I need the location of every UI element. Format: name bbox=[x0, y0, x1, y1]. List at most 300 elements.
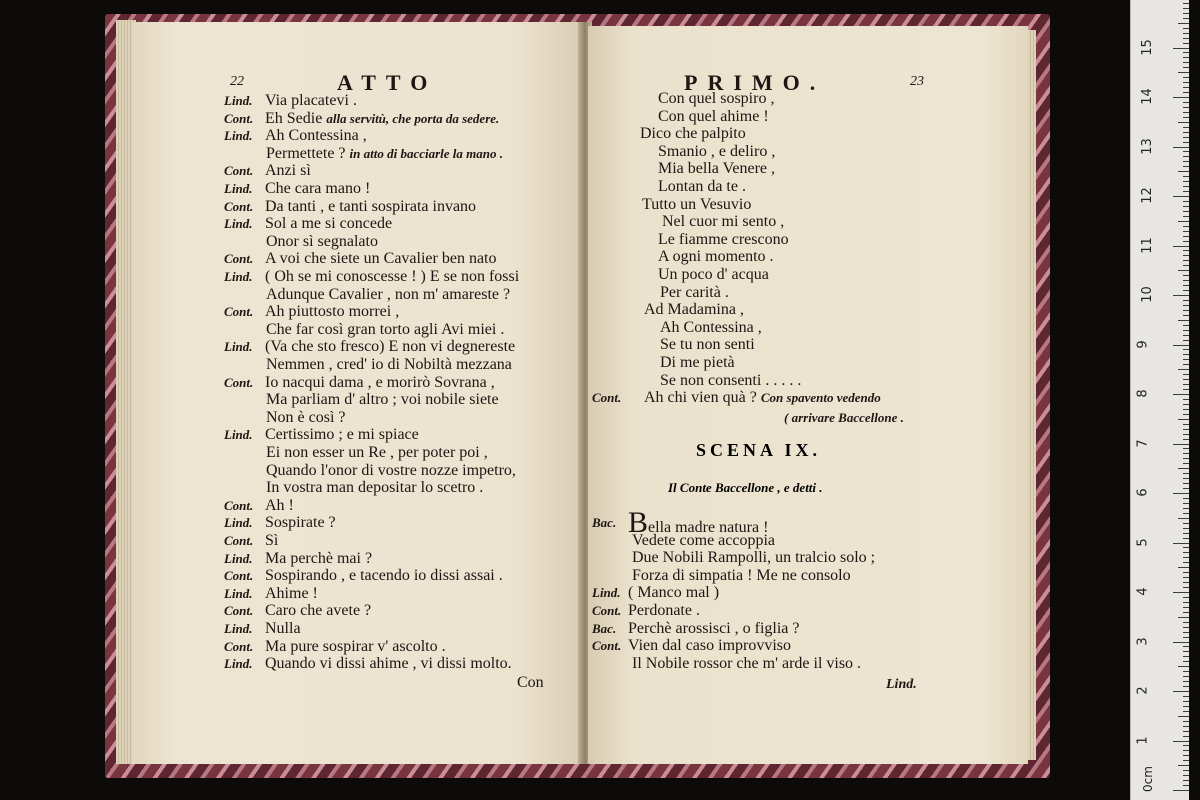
ruler-number: 4 bbox=[1135, 587, 1151, 596]
verse-line bbox=[266, 409, 346, 427]
ruler-tick bbox=[1183, 651, 1189, 652]
speaker-label: Cont. bbox=[224, 198, 254, 214]
line-text: ella madre natura ! bbox=[648, 519, 769, 536]
verse-line bbox=[632, 532, 775, 550]
speaker-label: Lind. bbox=[224, 621, 253, 636]
verse-line bbox=[265, 602, 371, 620]
line-text: Io nacqui dama , e morirò Sovrana , bbox=[265, 373, 495, 391]
ruler-tick bbox=[1183, 552, 1189, 553]
ruler-tick bbox=[1183, 280, 1189, 281]
verse-line bbox=[628, 637, 791, 655]
ruler-tick bbox=[1183, 77, 1189, 78]
line-text: Nel cuor mi sento , bbox=[662, 213, 785, 231]
speaker-label: Lind. bbox=[224, 427, 253, 443]
line-text: Perchè arossisci , o figlia ? bbox=[628, 619, 800, 637]
line-text: Con quel sospiro , bbox=[658, 90, 775, 107]
ruler-tick bbox=[1183, 399, 1189, 400]
ruler-tick bbox=[1183, 13, 1189, 14]
line-text: Sospirando , e tacendo io dissi assai . bbox=[265, 567, 503, 585]
line-text: A voi che siete un Cavalier ben nato bbox=[265, 250, 497, 268]
ruler-tick bbox=[1178, 171, 1189, 172]
verse-line bbox=[266, 145, 503, 163]
speaker-label: Lind. bbox=[224, 515, 253, 531]
ruler-tick bbox=[1183, 750, 1189, 751]
line-text: Da tanti , e tanti sospirata invano bbox=[265, 197, 477, 215]
verse-line bbox=[265, 162, 311, 180]
line-text: Ma perchè mai ? bbox=[265, 549, 373, 567]
speaker-label: Cont. bbox=[592, 638, 622, 654]
speaker-label: Lind. bbox=[224, 550, 253, 566]
running-head-right: PRIMO. bbox=[684, 70, 826, 95]
ruler-tick bbox=[1173, 691, 1189, 692]
ruler-tick bbox=[1183, 389, 1189, 390]
line-text: Certissimo ; e mi spiace bbox=[265, 426, 419, 444]
ruler-number: 2 bbox=[1135, 686, 1151, 695]
right-page bbox=[588, 26, 1028, 764]
verse-line bbox=[265, 638, 446, 656]
line-text: Forza di simpatia ! Me ne consolo bbox=[632, 566, 851, 584]
speaker-label: Lind. bbox=[224, 216, 253, 232]
line-text: Tutto un Vesuvio bbox=[642, 195, 752, 213]
verse-line bbox=[266, 444, 488, 462]
ruler-number: 13 bbox=[1139, 137, 1155, 155]
line-text: Non è così ? bbox=[266, 408, 346, 426]
ruler-tick bbox=[1178, 666, 1189, 667]
catchword-left: Con bbox=[517, 674, 544, 691]
verse-line bbox=[644, 301, 744, 319]
ruler-tick bbox=[1183, 156, 1189, 157]
verse-line bbox=[265, 127, 367, 145]
ruler-tick bbox=[1183, 374, 1189, 375]
line-text: Caro che avete ? bbox=[265, 602, 372, 620]
ruler-number: 12 bbox=[1139, 187, 1155, 204]
page-number-right: 23 bbox=[910, 74, 924, 89]
ruler-tick bbox=[1183, 409, 1189, 410]
ruler-tick bbox=[1173, 543, 1189, 544]
line-text: Se non consenti . . . . . bbox=[660, 371, 802, 389]
line-text: Le fiamme crescono bbox=[658, 230, 789, 248]
ruler-tick bbox=[1183, 325, 1189, 326]
ruler-tick bbox=[1183, 434, 1189, 435]
ruler-tick bbox=[1183, 706, 1189, 707]
verse-line bbox=[266, 233, 378, 251]
left-page bbox=[132, 22, 582, 764]
speaker-label: Lind. bbox=[224, 585, 253, 601]
ruler-tick bbox=[1178, 617, 1189, 618]
ruler-tick bbox=[1183, 533, 1189, 534]
ruler-tick bbox=[1183, 785, 1189, 786]
ruler-tick bbox=[1183, 260, 1189, 261]
verse-line bbox=[660, 284, 729, 302]
line-text: Che cara mano ! bbox=[265, 180, 371, 197]
verse-line bbox=[628, 620, 800, 638]
line-text: ( Manco mal ) bbox=[628, 584, 720, 602]
verse-line bbox=[265, 550, 372, 568]
line-text: Se tu non senti bbox=[660, 336, 755, 354]
verse-line bbox=[266, 479, 483, 497]
verse-line bbox=[632, 655, 861, 673]
ruler-tick bbox=[1183, 523, 1189, 524]
speaker-label: Cont. bbox=[224, 638, 254, 654]
speaker-label: Lind. bbox=[592, 585, 621, 601]
ruler-tick bbox=[1183, 439, 1189, 440]
ruler-tick bbox=[1173, 493, 1189, 494]
line-text: Di me pietà bbox=[660, 354, 735, 371]
scene-title: SCENA IX. bbox=[696, 440, 822, 460]
ruler-tick bbox=[1178, 270, 1189, 271]
stage-direction: alla servitù, che porta da sedere. bbox=[326, 110, 500, 126]
ruler-tick bbox=[1173, 642, 1189, 643]
ruler-tick bbox=[1183, 597, 1189, 598]
ruler-tick bbox=[1173, 790, 1189, 791]
ruler-tick bbox=[1173, 295, 1189, 296]
line-text: Vedete come accoppia bbox=[632, 531, 776, 549]
ruler-tick bbox=[1183, 211, 1189, 212]
ruler-tick bbox=[1183, 488, 1189, 489]
ruler-tick bbox=[1183, 587, 1189, 588]
scene-cast: Il Conte Baccellone , e detti . bbox=[668, 480, 823, 495]
verse-line bbox=[644, 389, 881, 407]
line-text: In vostra man depositar lo scetro . bbox=[266, 479, 484, 497]
verse-line bbox=[266, 356, 512, 374]
ruler-tick bbox=[1183, 181, 1189, 182]
ruler-tick bbox=[1183, 473, 1189, 474]
verse-line bbox=[266, 391, 499, 409]
line-text: Il Nobile rossor che m' arde il viso . bbox=[632, 654, 862, 672]
ruler-tick bbox=[1183, 731, 1189, 732]
ruler-tick bbox=[1183, 637, 1189, 638]
speaker-label: Cont. bbox=[224, 251, 254, 267]
ruler-tick bbox=[1183, 780, 1189, 781]
ruler-tick bbox=[1183, 681, 1189, 682]
line-text: Nulla bbox=[265, 620, 301, 637]
speaker-label: Bac. bbox=[592, 515, 617, 530]
ruler-tick bbox=[1173, 48, 1189, 49]
ruler-tick bbox=[1173, 147, 1189, 148]
ruler-tick bbox=[1178, 72, 1189, 73]
line-text: ( Oh se mi conoscesse ! ) E se non fossi bbox=[265, 268, 520, 285]
speaker-label: Cont. bbox=[224, 110, 254, 126]
ruler-tick bbox=[1183, 216, 1189, 217]
ruler-tick bbox=[1183, 498, 1189, 499]
ruler-tick bbox=[1183, 701, 1189, 702]
line-text: Per carità . bbox=[660, 283, 729, 301]
ruler-tick bbox=[1183, 330, 1189, 331]
ruler-tick bbox=[1183, 255, 1189, 256]
ruler-tick bbox=[1178, 221, 1189, 222]
ruler-tick bbox=[1183, 340, 1189, 341]
verse-line bbox=[265, 655, 512, 673]
catchword-right: Lind. bbox=[886, 677, 917, 692]
ruler-tick bbox=[1178, 567, 1189, 568]
ruler-tick bbox=[1183, 384, 1189, 385]
ruler-tick bbox=[1183, 67, 1189, 68]
verse-line bbox=[265, 198, 476, 216]
ruler-tick bbox=[1183, 483, 1189, 484]
ruler-tick bbox=[1183, 82, 1189, 83]
verse-line bbox=[642, 196, 751, 214]
speaker-label: Cont. bbox=[224, 497, 254, 513]
ruler-tick bbox=[1183, 176, 1189, 177]
line-text: Con quel ahime ! bbox=[658, 107, 769, 125]
speaker-label: Lind. bbox=[224, 93, 253, 108]
ruler-tick bbox=[1183, 582, 1189, 583]
verse-line bbox=[265, 514, 336, 532]
line-text: Smanio , e deliro , bbox=[658, 142, 776, 160]
ruler-tick bbox=[1178, 369, 1189, 370]
verse-line bbox=[265, 215, 392, 233]
verse-line bbox=[266, 462, 516, 480]
ruler-tick bbox=[1183, 250, 1189, 251]
ruler-tick bbox=[1183, 632, 1189, 633]
ruler-number: 8 bbox=[1135, 389, 1151, 398]
verse-line bbox=[266, 286, 510, 304]
ruler-tick bbox=[1183, 557, 1189, 558]
verse-line bbox=[265, 92, 357, 110]
verse-line bbox=[265, 620, 301, 638]
ruler-tick bbox=[1183, 528, 1189, 529]
ruler-tick bbox=[1183, 305, 1189, 306]
ruler-number: 3 bbox=[1135, 636, 1151, 646]
ruler-tick bbox=[1183, 478, 1189, 479]
verse-line bbox=[265, 497, 294, 515]
ruler-number: 11 bbox=[1139, 236, 1155, 254]
line-text: Anzi sì bbox=[265, 162, 311, 180]
ruler-tick bbox=[1183, 770, 1189, 771]
verse-line bbox=[265, 585, 318, 603]
ruler-tick bbox=[1183, 577, 1189, 578]
ruler-tick bbox=[1183, 721, 1189, 722]
ruler-tick bbox=[1183, 607, 1189, 608]
line-text: Permettete ? bbox=[266, 144, 346, 162]
ruler-tick bbox=[1183, 711, 1189, 712]
speaker-label: Lind. bbox=[224, 181, 253, 196]
speaker-label: Cont. bbox=[224, 533, 254, 548]
verse-line bbox=[640, 125, 746, 143]
verse-line bbox=[658, 108, 769, 126]
line-text: Ah piuttosto morrei , bbox=[265, 303, 400, 321]
verse-line bbox=[660, 372, 801, 390]
ruler-tick bbox=[1183, 57, 1189, 58]
drop-cap: B bbox=[628, 506, 649, 539]
ruler-tick bbox=[1183, 132, 1189, 133]
ruler-tick bbox=[1178, 320, 1189, 321]
verse-line bbox=[658, 266, 769, 284]
speaker-label: Lind. bbox=[224, 339, 253, 355]
ruler-tick bbox=[1173, 97, 1189, 98]
ruler-tick bbox=[1183, 112, 1189, 113]
ruler-tick bbox=[1183, 127, 1189, 128]
ruler-tick bbox=[1183, 142, 1189, 143]
verse-line bbox=[265, 180, 370, 198]
line-text: Sol a me si concede bbox=[265, 215, 393, 233]
ruler-tick bbox=[1183, 429, 1189, 430]
ruler-tick bbox=[1183, 503, 1189, 504]
line-text: (Va che sto fresco) E non vi degnereste bbox=[265, 338, 516, 356]
stage-direction: Con spavento vedendo bbox=[760, 390, 881, 406]
ruler-tick bbox=[1183, 676, 1189, 677]
stage-direction: in atto di bacciarle la mano . bbox=[349, 145, 503, 161]
ruler-tick bbox=[1183, 201, 1189, 202]
verse-line bbox=[658, 160, 775, 178]
ruler-tick bbox=[1183, 28, 1189, 29]
verse-line bbox=[265, 532, 278, 550]
ruler-tick bbox=[1183, 285, 1189, 286]
verse-line bbox=[658, 248, 774, 266]
line-text: Ei non esser un Re , per poter poi , bbox=[266, 444, 488, 461]
ruler-tick bbox=[1173, 196, 1189, 197]
verse-line bbox=[266, 321, 504, 339]
measuring-ruler bbox=[1130, 0, 1189, 800]
verse-line bbox=[265, 374, 495, 392]
ruler-tick bbox=[1183, 8, 1189, 9]
ruler-tick bbox=[1178, 23, 1189, 24]
ruler-tick bbox=[1183, 671, 1189, 672]
ruler-tick bbox=[1183, 161, 1189, 162]
line-text: Che far così gran torto agli Avi miei . bbox=[266, 320, 505, 338]
ruler-tick bbox=[1183, 354, 1189, 355]
line-text: Dico che palpito bbox=[640, 125, 746, 143]
verse-line bbox=[265, 426, 419, 444]
ruler-tick bbox=[1173, 444, 1189, 445]
ruler-tick bbox=[1183, 736, 1189, 737]
ruler-tick bbox=[1183, 117, 1189, 118]
speaker-label: Cont. bbox=[224, 304, 254, 320]
ruler-tick bbox=[1183, 236, 1189, 237]
line-text: Eh Sedie bbox=[265, 109, 323, 127]
verse-line bbox=[265, 338, 515, 356]
verse-line bbox=[265, 110, 499, 128]
ruler-tick bbox=[1183, 107, 1189, 108]
speaker-label: Cont. bbox=[224, 603, 254, 619]
line-text: Quando l'onor di vostre nozze impetro, bbox=[266, 461, 516, 479]
verse-line bbox=[658, 90, 774, 108]
ruler-tick bbox=[1183, 760, 1189, 761]
ruler-tick bbox=[1183, 572, 1189, 573]
ruler-tick bbox=[1183, 463, 1189, 464]
ruler-tick bbox=[1183, 453, 1189, 454]
verse-line bbox=[628, 602, 700, 620]
ruler-tick bbox=[1183, 151, 1189, 152]
ruler-tick bbox=[1183, 414, 1189, 415]
ruler-tick bbox=[1183, 18, 1189, 19]
verse-line bbox=[660, 354, 735, 372]
line-text: Ah ! bbox=[265, 496, 294, 514]
ruler-tick bbox=[1178, 468, 1189, 469]
ruler-tick bbox=[1183, 656, 1189, 657]
speaker-label: Lind. bbox=[224, 128, 253, 144]
ruler-tick bbox=[1178, 765, 1189, 766]
ruler-tick bbox=[1183, 622, 1189, 623]
ruler-unit-label: 0cm bbox=[1140, 766, 1155, 792]
ruler-tick bbox=[1183, 315, 1189, 316]
ruler-tick bbox=[1183, 349, 1189, 350]
line-text: Ah Contessina , bbox=[660, 318, 762, 336]
verse-line bbox=[658, 143, 775, 161]
ruler-tick bbox=[1173, 741, 1189, 742]
ruler-tick bbox=[1183, 52, 1189, 53]
line-text: Vien dal caso improvviso bbox=[628, 637, 792, 655]
speaker-label: Cont. bbox=[224, 374, 254, 390]
ruler-tick bbox=[1183, 364, 1189, 365]
ruler-tick bbox=[1183, 696, 1189, 697]
stage-direction: ( arrivare Baccellone . bbox=[784, 410, 904, 425]
line-text: Quando vi dissi ahime , vi dissi molto. bbox=[265, 655, 512, 673]
line-text: Mia bella Venere , bbox=[658, 160, 775, 178]
ruler-tick bbox=[1173, 592, 1189, 593]
line-text: Sì bbox=[265, 532, 279, 549]
line-text: Via placatevi . bbox=[265, 92, 357, 109]
speaker-label: Lind. bbox=[224, 269, 253, 284]
line-text: Ma pure sospirar v' ascolto . bbox=[265, 637, 446, 655]
speaker-label: Cont. bbox=[224, 163, 254, 179]
line-text: Perdonate . bbox=[628, 602, 700, 619]
verse-line bbox=[662, 213, 784, 231]
ruler-tick bbox=[1183, 458, 1189, 459]
verse-line bbox=[265, 303, 399, 321]
verse-line bbox=[658, 178, 746, 196]
speaker-label: Cont. bbox=[592, 603, 622, 618]
ruler-tick bbox=[1183, 335, 1189, 336]
verse-line bbox=[660, 336, 755, 354]
ruler-tick bbox=[1183, 424, 1189, 425]
ruler-tick bbox=[1183, 612, 1189, 613]
ruler-tick bbox=[1183, 33, 1189, 34]
page-number-left: 22 bbox=[230, 74, 244, 89]
speaker-label: Bac. bbox=[592, 620, 617, 636]
line-text: Sospirate ? bbox=[265, 514, 336, 532]
line-text: Ahime ! bbox=[265, 584, 318, 602]
ruler-tick bbox=[1183, 448, 1189, 449]
verse-line bbox=[632, 567, 851, 585]
ruler-tick bbox=[1183, 646, 1189, 647]
line-text: Ad Madamina , bbox=[644, 301, 744, 319]
ruler-tick bbox=[1183, 231, 1189, 232]
line-text: A ogni momento . bbox=[658, 248, 774, 266]
ruler-tick bbox=[1183, 745, 1189, 746]
line-text: Nemmen , cred' io di Nobiltà mezzana bbox=[266, 356, 512, 373]
ruler-tick bbox=[1183, 547, 1189, 548]
line-text: Lontan da te . bbox=[658, 178, 746, 195]
ruler-tick bbox=[1183, 62, 1189, 63]
ruler-tick bbox=[1183, 3, 1189, 4]
ruler-tick bbox=[1183, 627, 1189, 628]
ruler-tick bbox=[1183, 562, 1189, 563]
ruler-tick bbox=[1183, 300, 1189, 301]
ruler-tick bbox=[1183, 92, 1189, 93]
ruler-tick bbox=[1183, 775, 1189, 776]
ruler-tick bbox=[1183, 38, 1189, 39]
line-text: Onor sì segnalato bbox=[266, 232, 378, 250]
ruler-tick bbox=[1183, 726, 1189, 727]
ruler-number: 5 bbox=[1135, 537, 1151, 547]
speaker-label: Cont. bbox=[224, 568, 254, 584]
line-text: Ah Contessina , bbox=[265, 127, 367, 145]
ruler-number: 14 bbox=[1139, 88, 1155, 105]
ruler-tick bbox=[1183, 755, 1189, 756]
ruler-tick bbox=[1183, 359, 1189, 360]
verse-line bbox=[658, 231, 789, 249]
ruler-tick bbox=[1183, 191, 1189, 192]
running-head-left: ATTO bbox=[337, 70, 438, 95]
line-text: Ah chi vien quà ? bbox=[644, 389, 757, 407]
ruler-tick bbox=[1183, 508, 1189, 509]
ruler-number: 6 bbox=[1135, 488, 1151, 497]
ruler-tick bbox=[1183, 379, 1189, 380]
line-text: Un poco d' acqua bbox=[658, 266, 769, 283]
ruler-tick bbox=[1183, 686, 1189, 687]
ruler-tick bbox=[1183, 186, 1189, 187]
